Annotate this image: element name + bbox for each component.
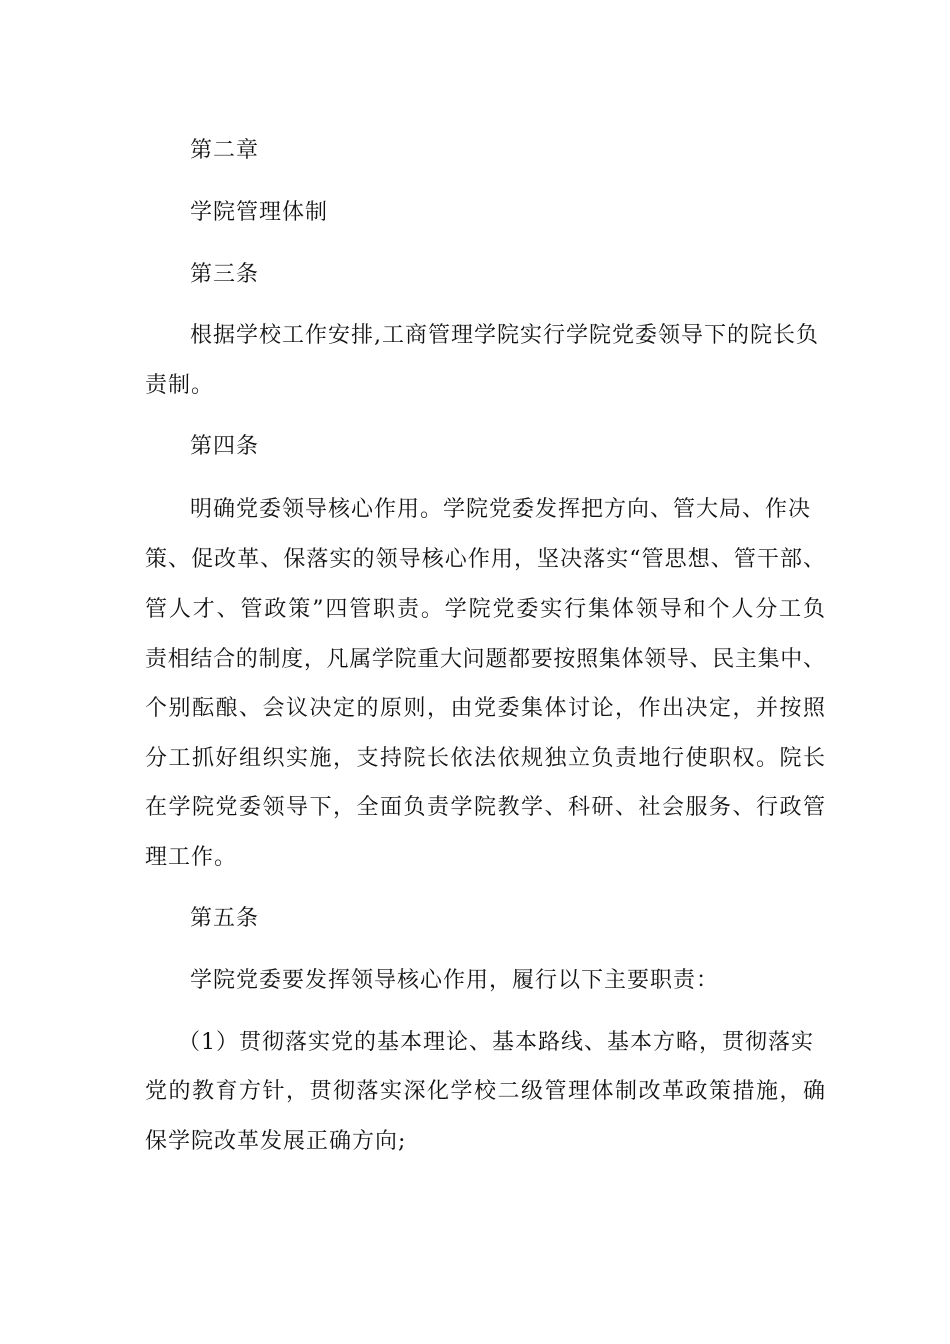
article-4-heading: 第四条 [190, 434, 260, 459]
chapter-heading: 第二章 [190, 138, 260, 163]
article-4-line-3: 管人才、管政策”四管职责。学院党委实行集体领导和个人分工负 [145, 597, 825, 622]
article-4-line-4: 责相结合的制度，凡属学院重大问题都要按照集体领导、民主集中、 [145, 647, 825, 672]
article-4-line-5: 个别酝酿、会议决定的原则，由党委集体讨论，作出决定，并按照 [145, 696, 825, 721]
article-3-line-1: 根据学校工作安排,工商管理学院实行学院党委领导下的院长负 [190, 323, 819, 348]
article-5-item-1-line-2: 党的教育方针，贯彻落实深化学校二级管理体制改革政策措施，确 [145, 1079, 825, 1104]
article-4-line-7: 在学院党委领导下，全面负责学院教学、科研、社会服务、行政管 [145, 795, 825, 820]
chapter-title: 学院管理体制 [190, 200, 329, 225]
article-3-heading: 第三条 [190, 262, 260, 287]
article-5-heading: 第五条 [190, 906, 260, 931]
article-5-item-1-line-1: （1）贯彻落实党的基本理论、基本路线、基本方略，贯彻落实 [178, 1030, 814, 1055]
article-5-intro: 学院党委要发挥领导核心作用，履行以下主要职责： [190, 968, 720, 993]
article-3-line-2: 责制。 [145, 373, 215, 398]
article-4-line-2: 策、促改革、保落实的领导核心作用，坚决落实“管思想、管干部、 [145, 547, 825, 572]
article-4-line-1: 明确党委领导核心作用。学院党委发挥把方向、管大局、作决 [190, 497, 812, 522]
article-4-line-8: 理工作。 [145, 845, 238, 870]
article-4-line-6: 分工抓好组织实施，支持院长依法依规独立负责地行使职权。院长 [145, 746, 825, 771]
article-5-item-1-line-3: 保学院改革发展正确方向; [145, 1129, 407, 1154]
